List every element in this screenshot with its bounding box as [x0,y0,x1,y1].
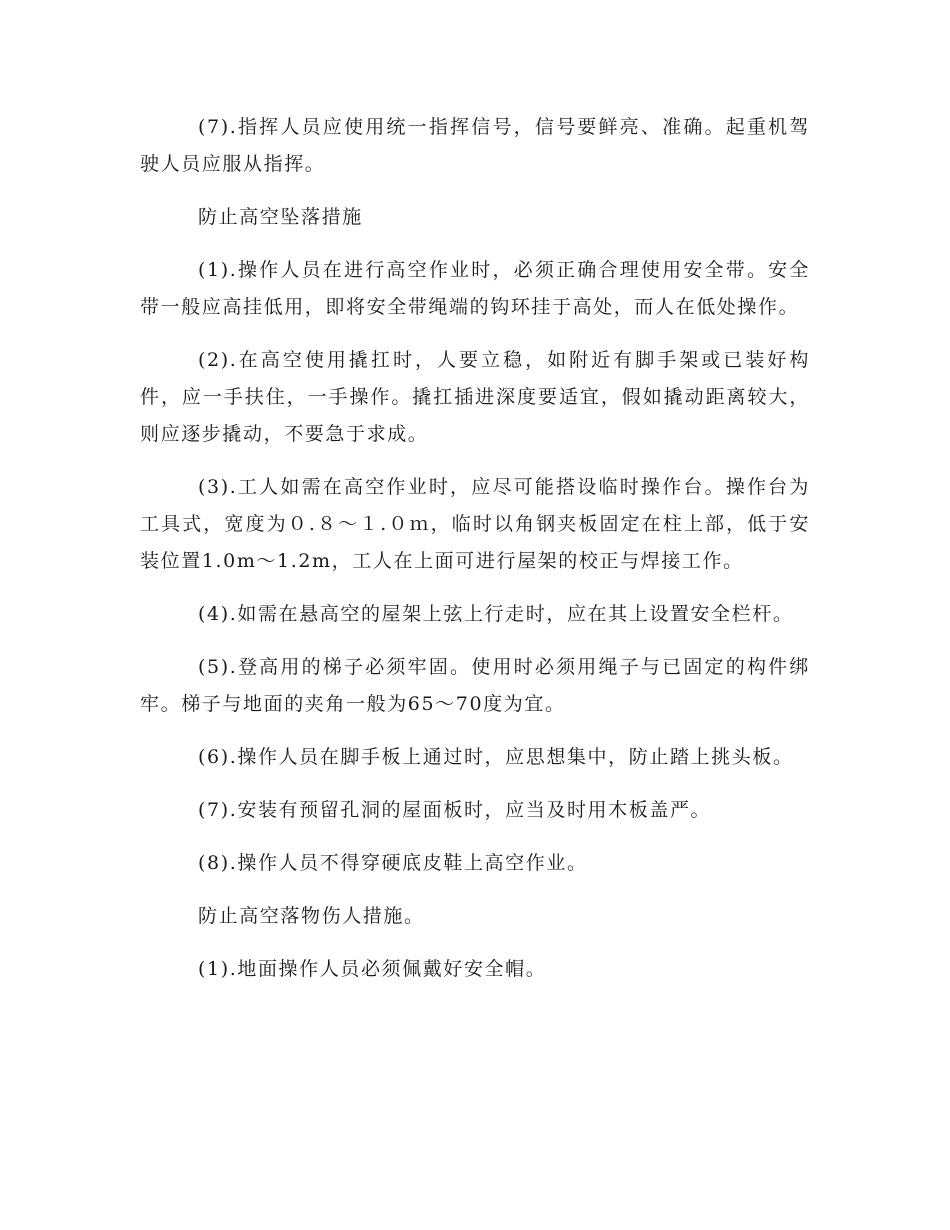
para-fall-7: (7).安装有预留孔洞的屋面板时，应当及时用木板盖严。 [198,799,712,821]
heading-falling-objects: 防止高空落物伤人措施。 [198,905,425,927]
para-fall-6: (6).操作人员在脚手板上通过时，应思想集中，防止踏上挑头板。 [198,746,794,768]
para-fall-5: (5).登高用的梯子必须牢固。使用时必须用绳子与已固定的构件绑牢。梯子与地面的夹角一般为65～70度为宜。 [140,656,810,715]
para-fall-2: (2).在高空使用撬扛时，人要立稳，如附近有脚手架或已装好构件，应一手扶住，一手操作。撬扛插进深度要适宜，假如撬动距离较大，则应逐步撬动，不要急于求成。 [140,349,810,445]
heading-fall-prevention: 防止高空坠落措施 [198,206,363,228]
para-objects-1: (1).地面操作人员必须佩戴好安全帽。 [198,958,547,980]
para-fall-3: (3).工人如需在高空作业时，应尽可能搭设临时操作台。操作台为工具式，宽度为０.８～１.０ｍ，临时以角钢夹板固定在柱上部，低于安装位置1.0m～1.2m，工人在上面可进行屋架的校正与焊接工作。 [140,476,810,572]
para-fall-8: (8).操作人员不得穿硬底皮鞋上高空作业。 [198,852,588,874]
para-fall-1: (1).操作人员在进行高空作业时，必须正确合理使用安全带。安全带一般应高挂低用，即将安全带绳端的钩环挂于高处，而人在低处操作。 [140,259,810,318]
document-body [140,109,810,1004]
para-lifting-7: (7).指挥人员应使用统一指挥信号，信号要鲜亮、准确。起重机驾驶人员应服从指挥。 [140,116,810,175]
para-fall-4: (4).如需在悬高空的屋架上弦上行走时，应在其上设置安全栏杆。 [198,603,794,625]
